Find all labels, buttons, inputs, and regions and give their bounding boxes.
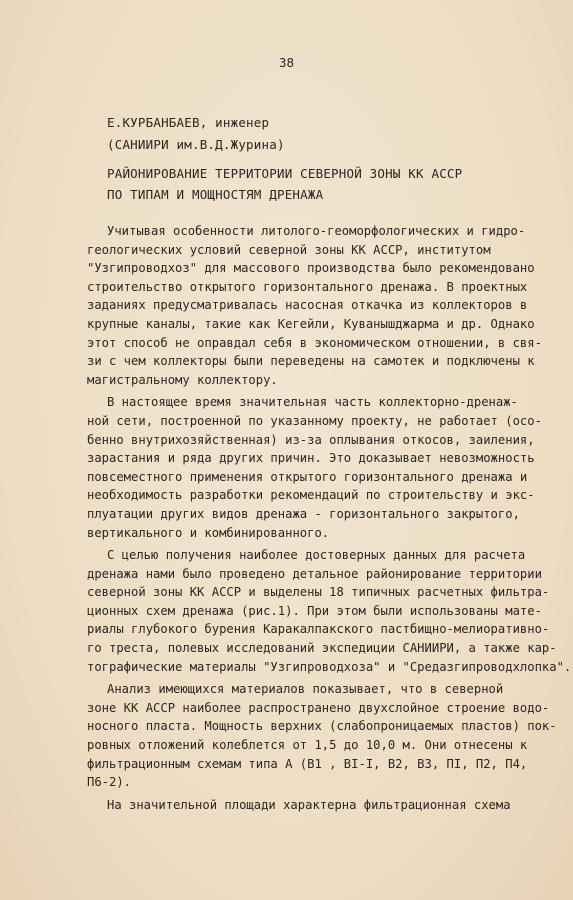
text-line: этот способ не оправдал себя в экономическом отношении, в свя- bbox=[87, 335, 542, 350]
text-line: зарастания и ряда других причин. Это доказывает невозможность bbox=[87, 451, 535, 466]
paragraph bbox=[87, 680, 557, 792]
text-line: плуатации других видов дренажа - горизонтального закрытого, bbox=[87, 506, 520, 521]
text-line: необходимость разработки рекомендаций по строительству и экс- bbox=[87, 488, 535, 503]
text-line: С целью получения наиболее достоверных данных для расчета bbox=[107, 548, 526, 563]
text-line: дренажа нами было проведено детальное районирование территории bbox=[87, 566, 542, 581]
text-line: зи с чем коллекторы были переведены на самотек и подключены к bbox=[87, 354, 535, 369]
text-line: тографические материалы "Узгипроводхоза" и "Средазгипроводхлопка". bbox=[87, 659, 572, 674]
article-title bbox=[107, 163, 527, 205]
text-line: зоне КК АССР наиболее распространено двухслойное строение водо- bbox=[87, 700, 550, 715]
text-line: "Узгипроводхоз" для массового производства было рекомендовано bbox=[87, 261, 535, 276]
paragraph bbox=[87, 222, 547, 389]
text-line: бенно внутрихозяйственная) из-за оплывания откосов, заиления, bbox=[87, 432, 535, 447]
text-line: носного пласта. Мощность верхних (слабопроницаемых пластов) пок- bbox=[87, 719, 557, 734]
text-line: ционных схем дренажа (рис.1). При этом были использованы мате- bbox=[87, 603, 542, 618]
text-line: вертикального и комбинированного. bbox=[87, 525, 330, 540]
text-line: риалы глубокого бурения Каракалпакского пастбищно-мелиоративно- bbox=[87, 622, 550, 637]
paragraph bbox=[87, 796, 547, 815]
text-line: Учитывая особенности литолого-геоморфологических и гидро- bbox=[107, 224, 526, 238]
text-line: геологических условий северной зоны КК АССР, институтом bbox=[87, 242, 491, 257]
text-line: П6-2). bbox=[87, 775, 132, 790]
title-line: РАЙОНИРОВАНИЕ ТЕРРИТОРИИ СЕВЕРНОЙ ЗОНЫ КК АССР bbox=[107, 166, 463, 181]
author-line: Е.КУРБАНБАЕВ, инженер bbox=[107, 115, 270, 130]
text-line: северной зоны КК АССР и выделены 18 типичных расчетных фильтра- bbox=[87, 585, 550, 600]
text-line: го треста, полевых исследований экспедиции САНИИРИ, а также кар- bbox=[87, 641, 557, 656]
text-line: ровных отложений колеблется от 1,5 до 10,0 м. Они отнесены к bbox=[87, 738, 528, 753]
affiliation-line: (САНИИРИ им.В.Д.Журина) bbox=[107, 137, 285, 152]
text-line: ной сети, построенной по указанному проекту, не работает (осо- bbox=[87, 413, 542, 428]
paragraph bbox=[87, 546, 572, 676]
text-line: крупные каналы, такие как Кегейли, Куванышджарма и др. Однако bbox=[87, 316, 535, 331]
body-text bbox=[87, 222, 572, 814]
text-line: строительство открытого горизонтального дренажа. В проектных bbox=[87, 279, 528, 294]
title-line: ПО ТИПАМ И МОЩНОСТЯМ ДРЕНАЖА bbox=[107, 187, 324, 202]
text-line: магистральному коллектору. bbox=[87, 372, 278, 387]
text-line: заданиях предусматривалась насосная откачка из коллекторов в bbox=[87, 298, 528, 313]
text-line: На значительной площади характерна фильтрационная схема bbox=[107, 797, 511, 812]
paragraph bbox=[87, 393, 547, 542]
text-line: Анализ имеющихся материалов показывает, что в северной bbox=[107, 682, 504, 697]
text-line: фильтрационным схемам типа А (B1 , BI-I, B2, B3, ПI, П2, П4, bbox=[87, 756, 528, 771]
text-line: повсеместного применения открытого горизонтального дренажа и bbox=[87, 469, 528, 484]
page-number: 38 bbox=[278, 55, 295, 70]
text-line: В настоящее время значительная часть коллекторно-дренаж- bbox=[107, 395, 518, 410]
